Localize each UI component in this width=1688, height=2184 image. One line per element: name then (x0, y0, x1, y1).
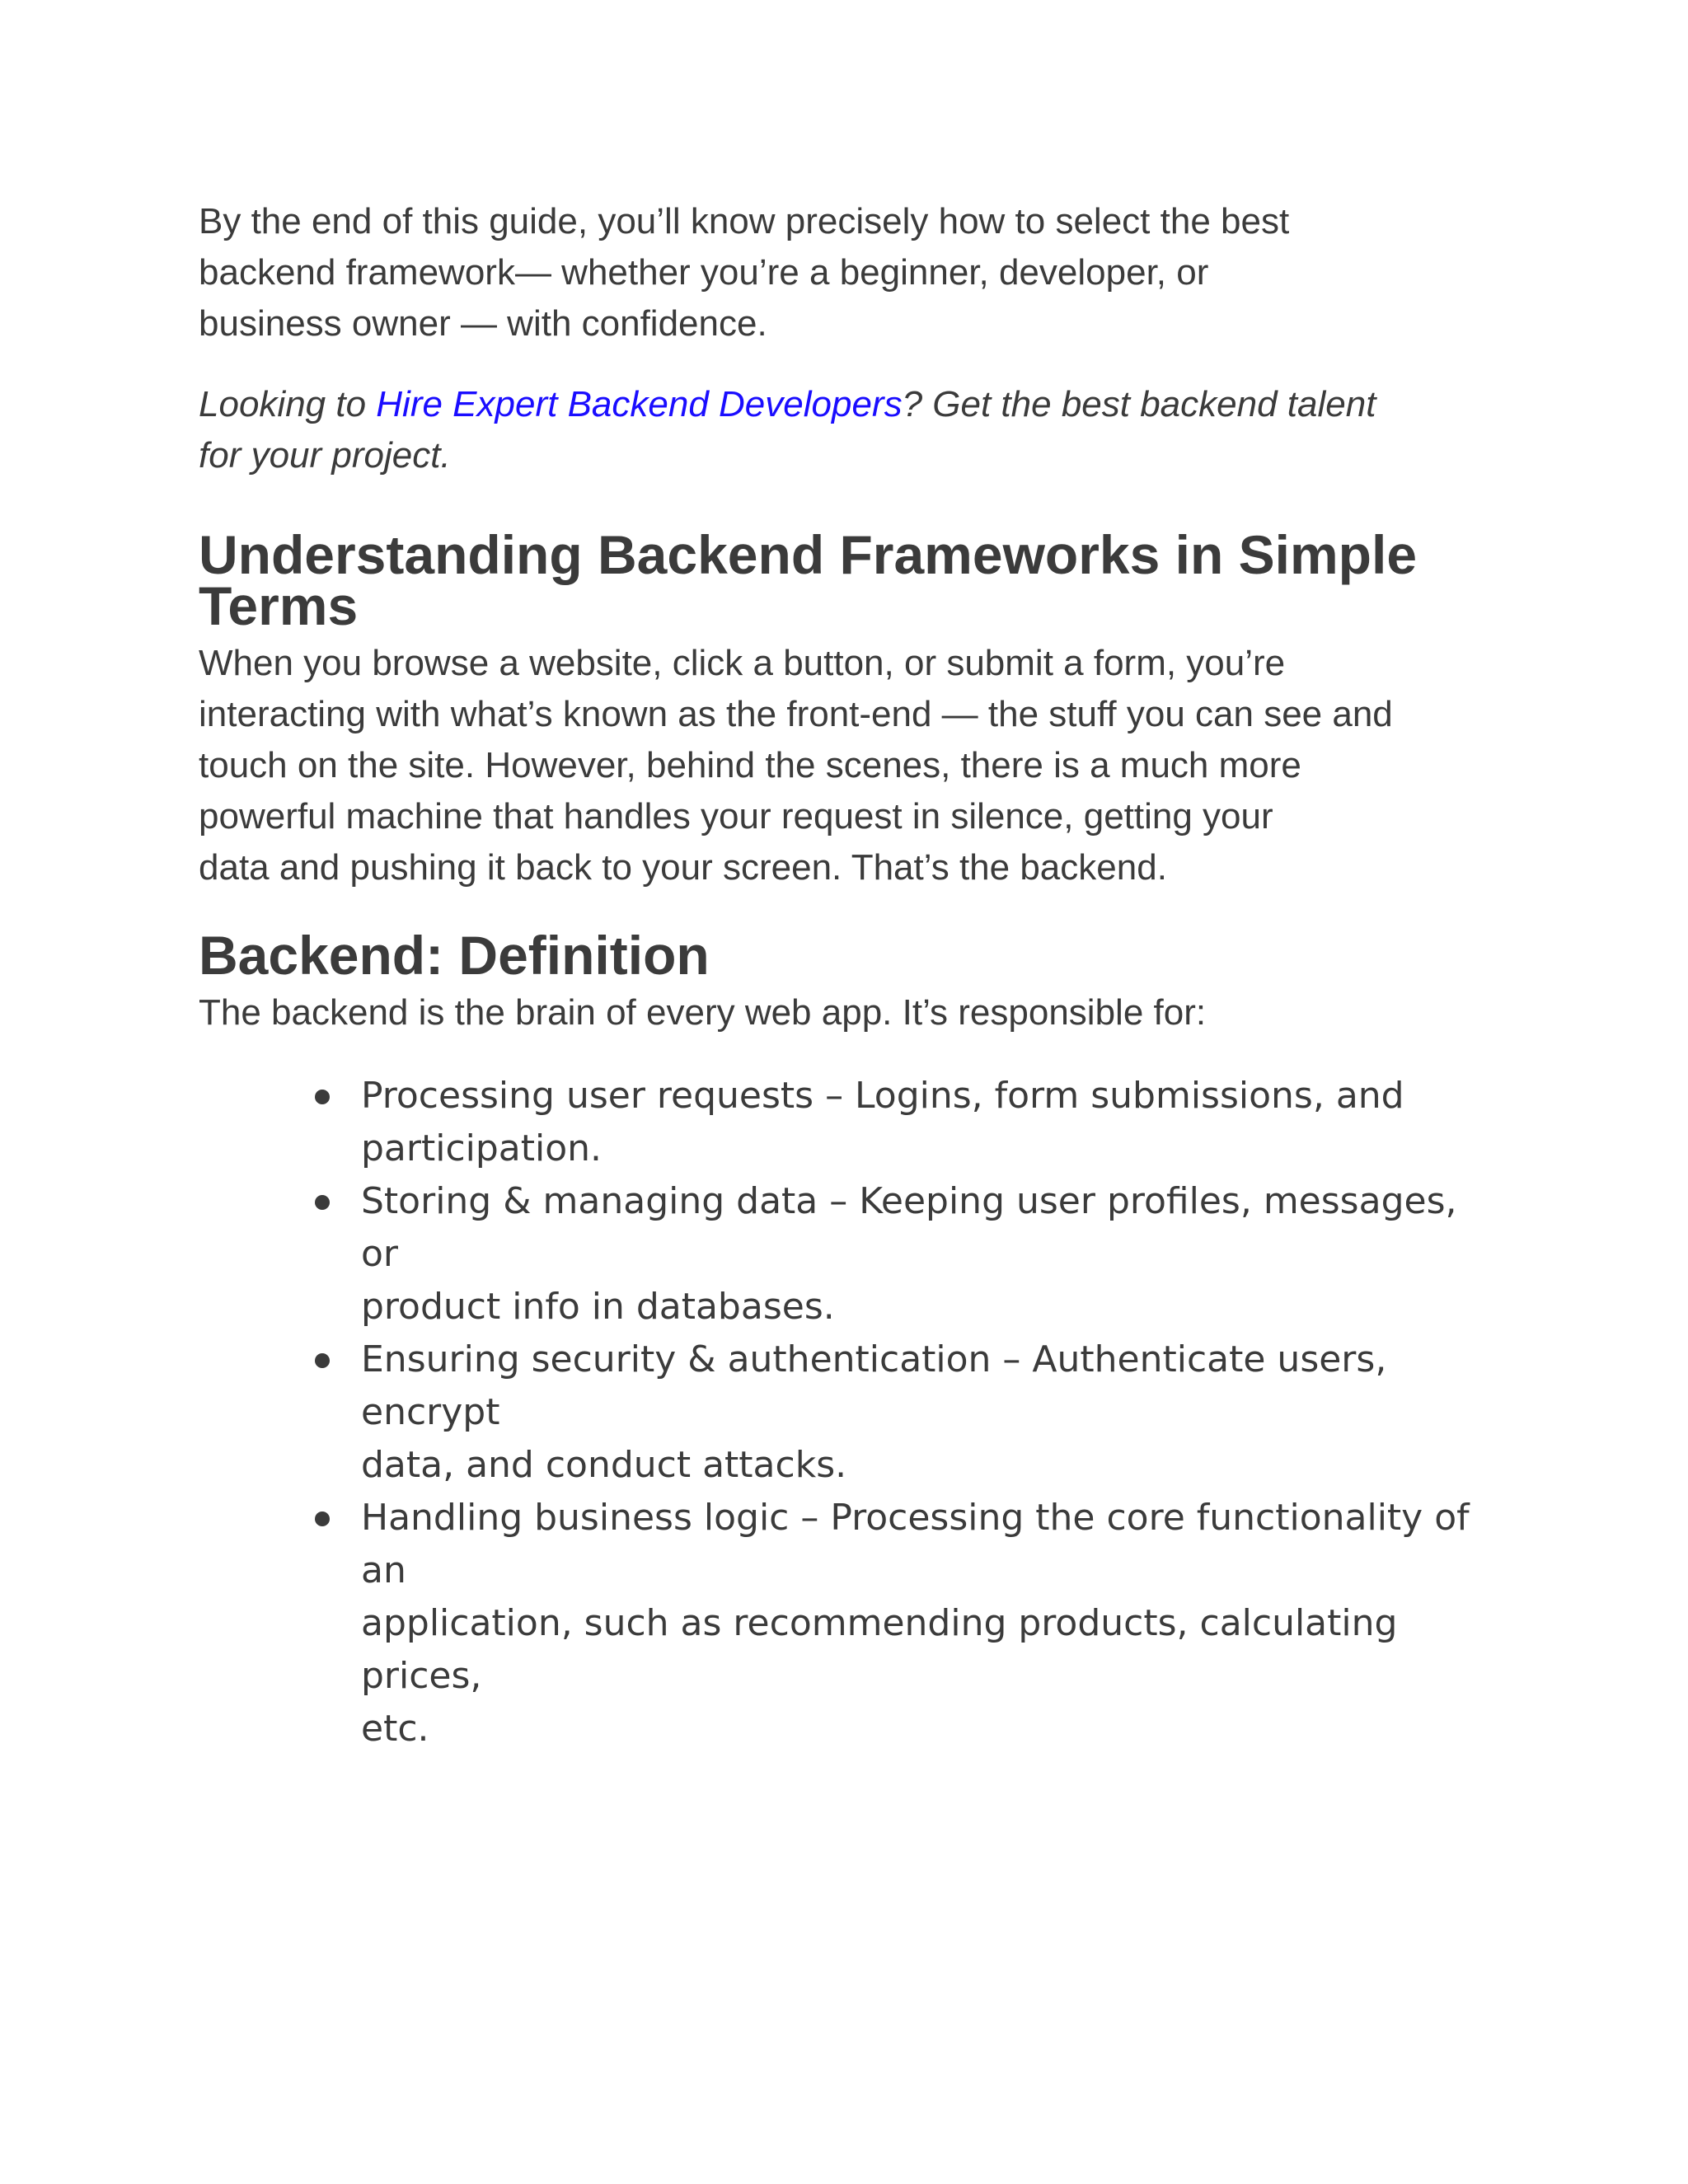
cta-suffix: ? Get the best backend talent for your project. (199, 384, 1376, 476)
list-item-text: Storing & managing data – Keeping user profiles, messages, or product info in databases. (361, 1180, 1457, 1328)
bullet-icon (315, 1511, 330, 1526)
section-heading-definition: Backend: Definition (199, 925, 710, 986)
list-item (199, 1492, 1493, 1755)
responsibilities-list (199, 1070, 1493, 1755)
list-item (199, 1333, 1493, 1492)
list-item (199, 1070, 1493, 1175)
list-item-text: Ensuring security & authentication – Authenticate users, encrypt data, and conduct attacks. (361, 1338, 1387, 1486)
definition-intro: The backend is the brain of every web app. It’s responsible for: (199, 992, 1207, 1033)
bullet-icon (315, 1353, 330, 1368)
list-item (199, 1175, 1493, 1333)
bullet-icon (315, 1195, 330, 1210)
hire-cta-paragraph (199, 379, 1493, 481)
cta-prefix: Looking to (199, 384, 377, 424)
list-item-text: Handling business logic – Processing the core functionality of an application, such as recommending products, calculating prices, etc. (361, 1497, 1470, 1750)
bullet-icon (315, 1090, 330, 1104)
section-heading-understanding: Understanding Backend Frameworks in Simple Terms (199, 524, 1418, 636)
intro-paragraph: By the end of this guide, you’ll know precisely how to select the best backend framework— whether you’re a beginner, developer, or business owner — with confidence. (199, 201, 1290, 344)
backend-explanation-paragraph: When you browse a website, click a button, or submit a form, you’re interacting with what’s known as the front-end — the stuff you can see and touch on the site. However, behind the scenes, there is a much more powerful machine that handles your request in silence, getting your data and pushing it back to your screen. That’s the backend. (199, 643, 1393, 888)
document-page (199, 196, 1493, 1755)
list-item-text: Processing user requests – Logins, form submissions, and participation. (361, 1075, 1404, 1169)
hire-developers-link[interactable]: Hire Expert Backend Developers (376, 384, 903, 424)
